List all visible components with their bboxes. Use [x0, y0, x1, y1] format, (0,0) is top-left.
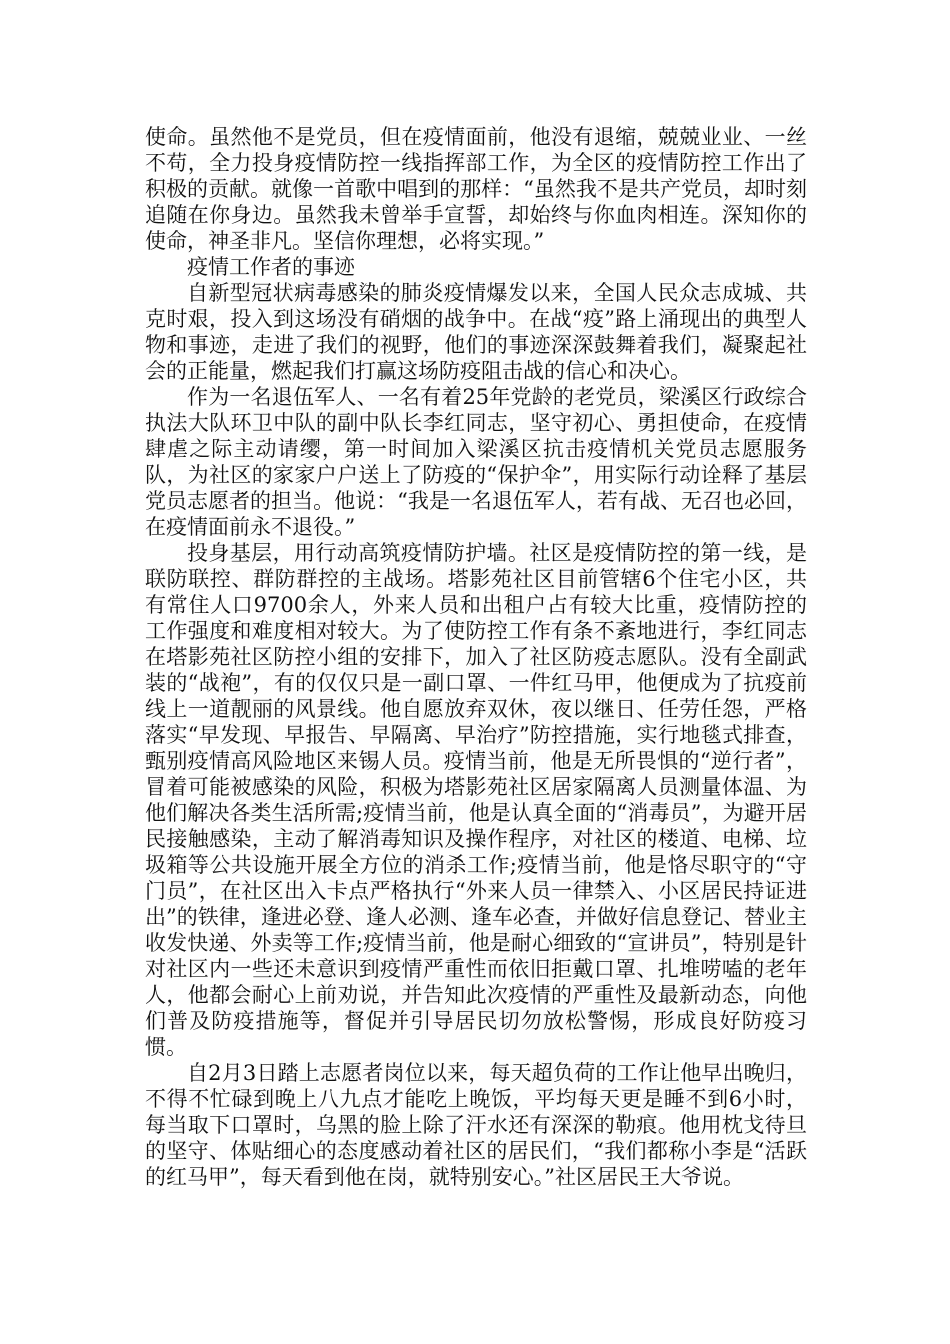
paragraph-continuation: 使命。虽然他不是党员，但在疫情面前，他没有退缩，兢兢业业、一丝不苟，全力投身疫情防控一线指挥部工作，为全区的疫情防控工作出了积极的贡献。就像一首歌中唱到的那样：“虽然我不是共产党员，却时刻追随在你身边。虽然我未曾举手宣誓，却始终与你血肉相连。深知你的使命，神圣非凡。坚信你理想，必将实现。”: [145, 125, 807, 253]
paragraph-intro: 自新型冠状病毒感染的肺炎疫情爆发以来，全国人民众志成城、共克时艰，投入到这场没有硝烟的战争中。在战“疫”路上涌现出的典型人物和事迹，走进了我们的视野，他们的事迹深深鼓舞着我们，凝聚起社会的正能量，燃起我们打赢这场防疫阻击战的信心和决心。: [145, 281, 807, 383]
paragraph-profile: 作为一名退伍军人、一名有着25年党龄的老党员，梁溪区行政综合执法大队环卫中队的副中队长李红同志，坚守初心、勇担使命，在疫情肆虐之际主动请缨，第一时间加入梁溪区抗击疫情机关党员志愿服务队，为社区的家家户户送上了防疫的“保护伞”，用实际行动诠释了基层党员志愿者的担当。他说：“我是一名退伍军人，若有战、无召也必回，在疫情面前永不退役。”: [145, 385, 807, 539]
paragraph-daily-routine: 自2月3日踏上志愿者岗位以来，每天超负荷的工作让他早出晚归，不得不忙碌到晚上八九点才能吃上晚饭，平均每天更是睡不到6小时，每当取下口罩时，乌黑的脸上除了汗水还有深深的勒痕。他用枕戈待旦的坚守、体贴细心的态度感动着社区的居民们，“我们都称小李是“活跃的红马甲”，每天看到他在岗，就特别安心。”社区居民王大爷说。: [145, 1061, 807, 1189]
document-body: [145, 124, 807, 1190]
paragraph-community-work: 投身基层，用行动高筑疫情防护墙。社区是疫情防控的第一线，是联防联控、群防群控的主战场。塔影苑社区目前管辖6个住宅小区，共有常住人口9700余人，外来人员和出租户占有较大比重，疫情防控的工作强度和难度相对较大。为了使防控工作有条不紊地进行，李红同志在塔影苑社区防控小组的安排下，加入了社区防疫志愿队。没有全副武装的“战袍”，有的仅仅只是一副口罩、一件红马甲，他便成为了抗疫前线上一道靓丽的风景线。他自愿放弃双休，夜以继日、任劳任怨，严格落实“早发现、早报告、早隔离、早治疗”防控措施，实行地毯式排查，甄别疫情高风险地区来锡人员。疫情当前，他是无所畏惧的“逆行者”，冒着可能被感染的风险，积极为塔影苑社区居家隔离人员测量体温、为他们解决各类生活所需;疫情当前，他是认真全面的“消毒员”，为避开居民接触感染，主动了解消毒知识及操作程序，对社区的楼道、电梯、垃圾箱等公共设施开展全方位的消杀工作;疫情当前，他是恪尽职守的“守门员”，在社区出入卡点严格执行“外来人员一律禁入、小区居民持证进出”的铁律，逢进必登、逢人必测、逢车必查，并做好信息登记、替业主收发快递、外卖等工作;疫情当前，他是耐心细致的“宣讲员”，特别是针对社区内一些还未意识到疫情严重性而依旧拒戴口罩、扎堆唠嗑的老年人，他都会耐心上前劝说，并告知此次疫情的严重性及最新动态，向他们普及防疫措施等，督促并引导居民切勿放松警惕，形成良好防疫习惯。: [145, 541, 807, 1059]
section-heading: 疫情工作者的事迹: [187, 255, 355, 279]
